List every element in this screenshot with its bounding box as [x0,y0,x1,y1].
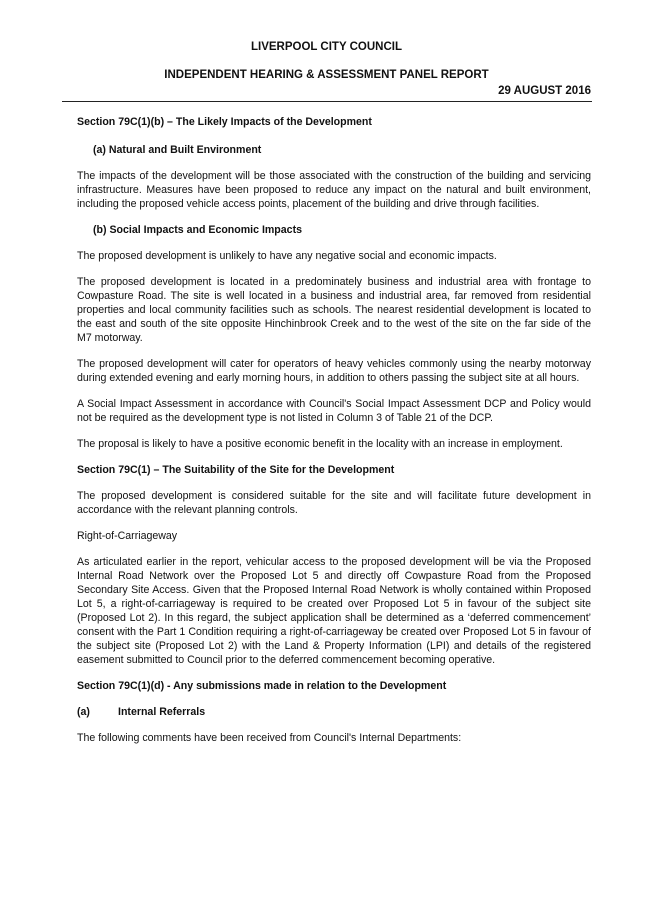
paragraph-natural-built: The impacts of the development will be those associated with the construction of the building and servicing infrastructure. Measures have been proposed to reduce any impact on the natural and built environment, including the proposed vehicle access points, placement of the building and drive through facilities. [77,170,591,210]
council-name: LIVERPOOL CITY COUNCIL [250,41,402,53]
subheading-label: (a) [77,706,90,718]
subheading-text: Internal Referrals [118,706,206,718]
subheading-right-of-carriageway: Right-of-Carriageway [77,530,178,542]
header-divider [62,101,592,102]
paragraph-suitability: The proposed development is considered suitable for the site and will facilitate future development in accordance with the relevant planning controls. [77,490,591,516]
paragraph-internal-referrals: The following comments have been received from Council's Internal Departments: [77,732,462,744]
paragraph-social-4: A Social Impact Assessment in accordance with Council's Social Impact Assessment DCP and Policy would not be required as the development type is not listed in Column 3 of Table 21 of the DCP. [77,398,591,424]
section-heading-site-suitability: Section 79C(1) – The Suitability of the Site for the Development [77,464,395,476]
subheading-social-economic: (b) Social Impacts and Economic Impacts [93,224,302,236]
paragraph-social-1: The proposed development is unlikely to have any negative social and economic impacts. [77,250,497,262]
paragraph-right-of-carriageway: As articulated earlier in the report, vehicular access to the proposed development will be via the Proposed Internal Road Network over the Proposed Lot 5 and directly off Cowpasture Road from the Proposed Secondary Site Access. Given that the Proposed Internal Road Network is wholly contained within Proposed Lot 5, a right-of-carriageway is required to be created over Proposed Lot 5 in favour of the subject site (Proposed Lot 2). In this regard, the subject application shall be determined as a ‘deferred commencement’ consent with the Part 1 Condition requiring a right-of-carriageway be created over Proposed Lot 5 in favour of the subject site (Proposed Lot 2) with the Land & Property Information (LPI) and details of the registered easement submitted to Council prior to the deferred commencement becoming operative. [77,556,591,666]
subheading-natural-built-environment: (a) Natural and Built Environment [93,144,262,156]
subheading-internal-referrals [77,705,591,719]
report-date: 29 AUGUST 2016 [498,85,591,97]
paragraph-social-3: The proposed development will cater for operators of heavy vehicles commonly using the nearby motorway during extended evening and early morning hours, in addition to others passing the subject site at all hours. [77,358,591,384]
paragraph-social-2: The proposed development is located in a predominately business and industrial area with frontage to Cowpasture Road. The site is well located in a business and industrial area, far removed from residential properties and local community facilities such as schools. The nearest residential development is located to the east and south of the site opposite Hinchinbrook Creek and to the west of the site on the far side of the M7 motorway. [77,276,591,344]
section-heading-likely-impacts: Section 79C(1)(b) – The Likely Impacts of the Development [77,116,372,128]
section-heading-submissions: Section 79C(1)(d) - Any submissions made in relation to the Development [77,680,447,692]
report-body [77,115,591,745]
paragraph-social-5: The proposal is likely to have a positive economic benefit in the locality with an increase in employment. [77,438,563,450]
report-title: INDEPENDENT HEARING & ASSESSMENT PANEL REPORT [164,69,489,81]
